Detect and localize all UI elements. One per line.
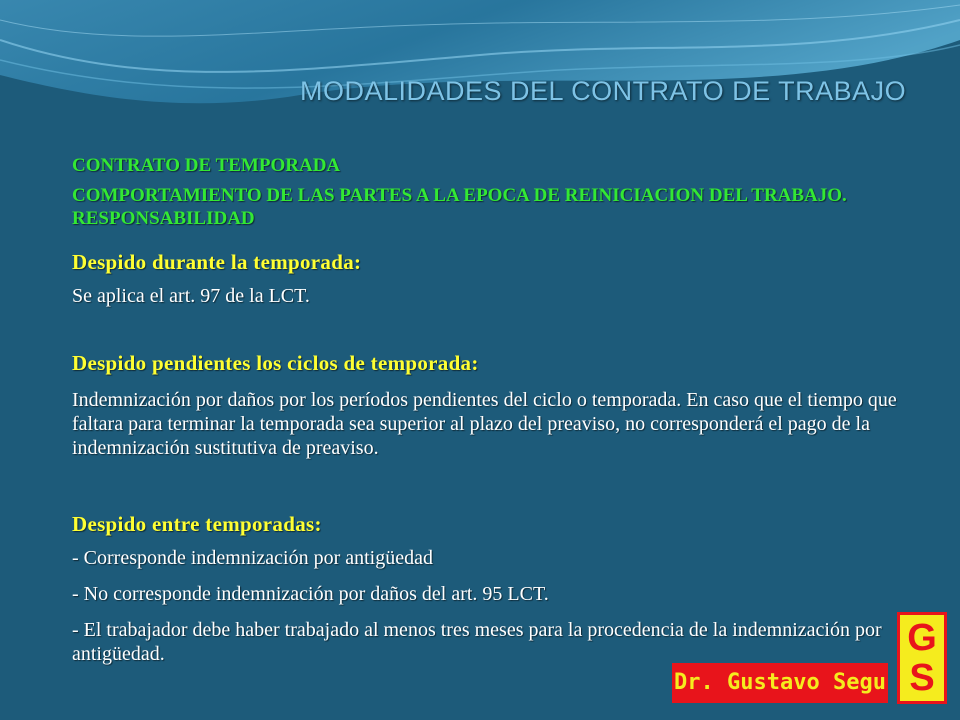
heading-despido-pendientes: Despido pendientes los ciclos de temporada: — [72, 351, 479, 375]
logo-letter-s: S — [909, 657, 935, 699]
text-indemnizacion-danos: Indemnización por daños por los períodos pendientes del ciclo o temporada. En caso que el tiempo que faltara para terminar la temporada sea superior al plazo del preaviso, no corresponderá el pago de la indemnización sustitutiva de preaviso. — [72, 389, 897, 459]
heading-despido-durante: Despido durante la temporada: — [72, 250, 362, 274]
logo-letter-g: G — [907, 617, 937, 659]
bullet-antiguedad: - Corresponde indemnización por antigüedad — [72, 547, 433, 569]
gs-logo — [897, 612, 947, 704]
text-art-97: Se aplica el art. 97 de la LCT. — [72, 285, 310, 307]
heading-despido-entre: Despido entre temporadas: — [72, 512, 322, 536]
decorative-wave-header — [0, 0, 960, 140]
author-name-badge: Dr. Gustavo Segu — [672, 663, 888, 703]
bullet-art-95: - No corresponde indemnización por daños del art. 95 LCT. — [72, 583, 549, 605]
heading-comportamiento: COMPORTAMIENTO DE LAS PARTES A LA EPOCA DE REINICIACION DEL TRABAJO. RESPONSABILIDAD — [72, 185, 847, 229]
slide-title: MODALIDADES DEL CONTRATO DE TRABAJO — [300, 76, 907, 106]
bullet-tres-meses: - El trabajador debe haber trabajado al menos tres meses para la procedencia de la indemnización por antigüedad. — [72, 619, 882, 665]
heading-contrato-temporada: CONTRATO DE TEMPORADA — [72, 155, 341, 176]
